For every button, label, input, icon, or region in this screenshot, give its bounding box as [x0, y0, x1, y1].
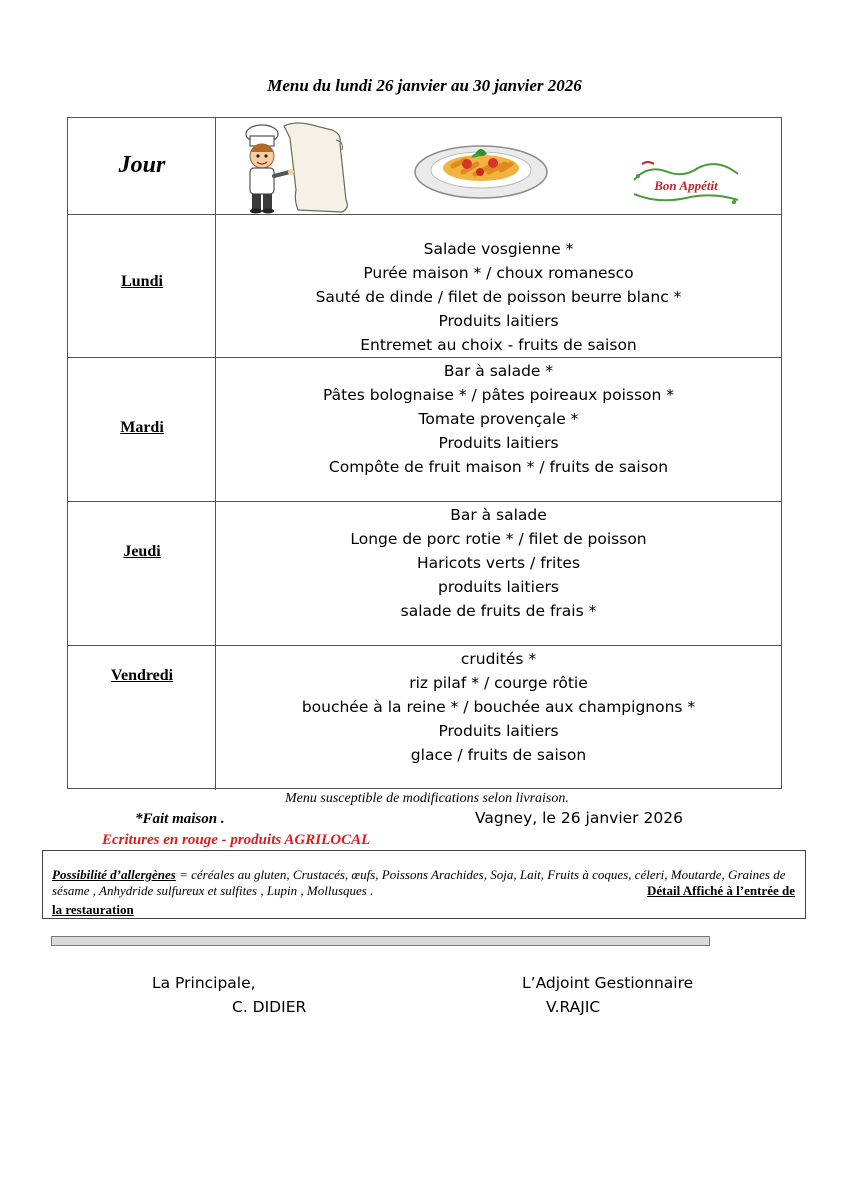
header-row — [68, 118, 781, 215]
dish-item: Sauté de dinde / filet de poisson beurre blanc * — [315, 288, 682, 306]
pasta-plate-illustration — [413, 136, 549, 200]
signature-right-name: V.RAJIC — [546, 998, 601, 1016]
jour-label: Jour — [118, 152, 166, 178]
menu-table — [67, 117, 782, 789]
illustration-cell — [216, 118, 781, 214]
bon-appetit-logo — [628, 160, 744, 210]
chef-illustration — [236, 120, 366, 214]
day-row-lundi — [68, 215, 781, 358]
jour-cell — [68, 118, 216, 214]
detail-notice: Détail Affiché à l’entrée de — [646, 883, 795, 898]
page-title: Menu du lundi 26 janvier au 30 janvier 2026 — [267, 76, 582, 95]
dish-item: Bar à salade — [450, 506, 547, 524]
detail-notice-continued: la restauration — [52, 902, 134, 917]
dish-item: Pâtes bolognaise * / pâtes poireaux poisson * — [322, 386, 675, 404]
day-label-mardi: Mardi — [120, 419, 164, 436]
dish-item: glace / fruits de saison — [410, 746, 587, 764]
signature-right-role: L’Adjoint Gestionnaire — [522, 974, 694, 992]
separator-bar — [51, 936, 710, 946]
day-row-jeudi — [68, 502, 781, 646]
fait-maison-note: *Fait maison . — [135, 811, 225, 827]
dish-item: Haricots verts / frites — [416, 554, 581, 572]
dish-item: produits laitiers — [438, 578, 559, 596]
dish-item: crudités * — [460, 650, 537, 668]
dish-item: Bar à salade * — [443, 362, 554, 380]
dish-item: Purée maison * / choux romanesco — [363, 264, 634, 282]
signature-left-role: La Principale, — [152, 974, 256, 992]
dish-list-mardi — [216, 359, 781, 479]
modifications-note: Menu susceptible de modifications selon livraison. — [285, 791, 569, 806]
dish-item: bouchée à la reine * / bouchée aux champignons * — [301, 698, 696, 716]
dish-item: Produits laitiers — [438, 722, 559, 740]
day-row-vendredi — [68, 646, 781, 790]
dish-item: Salade vosgienne * — [423, 240, 574, 258]
dish-list-jeudi — [216, 503, 781, 623]
date-line: Vagney, le 26 janvier 2026 — [475, 809, 683, 827]
signature-left-name: C. DIDIER — [232, 998, 307, 1016]
dish-item: Entremet au choix - fruits de saison — [360, 336, 637, 354]
dish-list-vendredi — [216, 647, 781, 767]
day-label-jeudi: Jeudi — [123, 543, 161, 560]
day-row-mardi — [68, 358, 781, 502]
dish-item: salade de fruits de frais * — [400, 602, 597, 620]
allergen-list: = céréales au gluten, Crustacés, œufs, Poissons Arachides, Soja, Lait, Fruits à coques, céleri, Moutarde, Graines de sésame , Anhydride sulfureux et sulfites , Lupin , Mollusques . — [52, 867, 786, 898]
dish-item: Produits laitiers — [438, 434, 559, 452]
allergen-box — [42, 850, 806, 919]
svg-text:Bon Appétit: Bon Appétit — [654, 178, 718, 193]
dish-item: Tomate provençale * — [418, 410, 579, 428]
allergen-label: Possibilité d’allergènes — [52, 867, 176, 882]
day-label-lundi: Lundi — [121, 273, 163, 290]
dish-item: riz pilaf * / courge rôtie — [409, 674, 588, 692]
dish-item: Produits laitiers — [438, 312, 559, 330]
dish-item: Compôte de fruit maison * / fruits de saison — [328, 458, 669, 476]
agrilocal-note: Ecritures en rouge - produits AGRILOCAL — [102, 832, 371, 848]
dish-item: Longe de porc rotie * / filet de poisson — [350, 530, 647, 548]
dish-list-lundi — [216, 237, 781, 357]
day-label-vendredi: Vendredi — [110, 667, 174, 684]
